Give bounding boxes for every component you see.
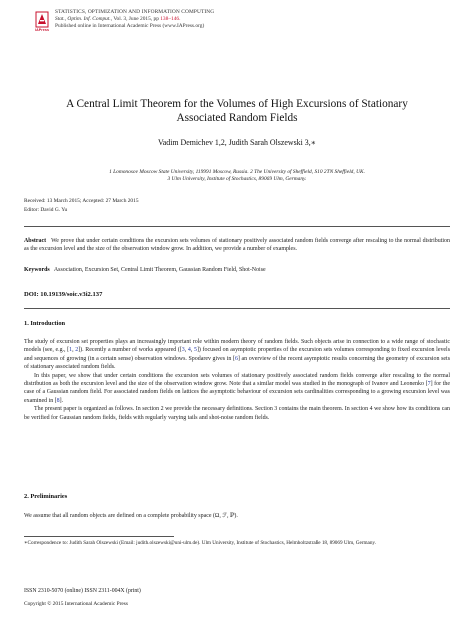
citation-link[interactable]: 5 — [193, 347, 197, 354]
footnote-divider — [24, 536, 174, 537]
received-line: Received: 13 March 2015; Accepted: 27 March 2015 — [24, 198, 139, 204]
iapress-logo-icon — [35, 11, 49, 28]
copyright: Copyright © 2015 International Academic Press — [24, 601, 128, 607]
citation-link[interactable]: 2 — [75, 347, 79, 354]
dates — [24, 197, 139, 215]
issn: ISSN 2310-5070 (online) ISSN 2311-004X (print) — [24, 588, 141, 594]
citation-link[interactable]: 7 — [427, 381, 431, 388]
introduction-text — [24, 338, 450, 422]
citation-link[interactable]: 4 — [187, 347, 191, 354]
paper-title: A Central Limit Theorem for the Volumes of High Excursions of Stationary Associated Random Fields — [66, 98, 408, 124]
journal-citation: Stat., Optim. Inf. Comput., Vol. 3, June 2015, pp 138–146. — [55, 16, 181, 22]
authors: Vadim Demichev 1,2, Judith Sarah Olszewski 3,∗ — [157, 138, 317, 147]
divider — [24, 226, 450, 227]
abstract: Abstract We prove that under certain conditions the excursion sets volumes of stationary positively associated random fields converge after rescaling to the normal distribution as the excursion level and the size of the observation window grow. In addition, we provide a number of examples. — [24, 238, 450, 253]
divider — [24, 308, 450, 309]
section-heading: 1. Introduction — [24, 320, 66, 327]
publisher-line: Published online in International Academic Press (www.IAPress.org) — [55, 23, 205, 29]
paragraph: In this paper, we show that under certain conditions the excursion sets volumes of stationary positively associated random fields converge after rescaling to the normal distribution as both the excursion level and the size of the observation window grow. Note that a similar model was studied in the monograph of Ivanov and Leonenko [7] for the case of a Gaussian random field. For associated random fields on lattices the asymptotic behaviour of excursion sets cardinalities corresponding to a growing excursion level was examined in [8]. — [24, 372, 451, 404]
paragraph: The study of excursion set properties plays an increasingly important role within modern theory of random fields. Such objects arise in connection to a wide range of stochastic models (see, e.g., [1, 2]). Recently a number of works appeared ([3, 4, 5]) focused on asymptotic properties of the excursion sets volumes corresponding to fixed excursion levels and sequences of growing (in a certain sense) observation windows. Spodarev gives in [6] an overview of the recent asymptotic results concerning the geometry of excursion sets of stationary associated random fields. — [24, 339, 451, 371]
doi: DOI: 10.19139/soic.v3i2.137 — [24, 291, 103, 298]
preliminaries-text: We assume that all random objects are defined on a complete probability space (Ω, ℱ, ℙ). — [24, 513, 238, 519]
correspondence-footnote: ∗Correspondence to: Judith Sarah Olszewski (Email: judith.olszewski@uni-ulm.de). Ulm University, Institute of Stochastics, Helmholtzstraße 18, 89069 Ulm, Germany. — [24, 540, 376, 546]
keywords: Keywords Association, Excursion Set, Central Limit Theorem, Gaussian Random Field, Shot-Noise — [24, 267, 266, 273]
affiliations: 1 Lomonosov Moscow State University, 119991 Moscow, Russia. 2 The University of Sheffield, S10 2TN Sheffield, UK. 3 Ulm University, Institute of Stochastics, 89069 Ulm, Germany. — [109, 169, 365, 183]
citation-link[interactable]: 6 — [234, 355, 238, 362]
section-heading: 2. Preliminaries — [24, 493, 68, 500]
logo-text: IAPress — [35, 28, 50, 32]
paragraph: The present paper is organized as follows. In section 2 we provide the necessary definitions. Section 3 contains the main theorem. In section 4 we show how its conditions can be verified for Gaussian random fields, fields with regularly varying tails and shot-noise random fields. — [24, 406, 450, 421]
editor-line: Editor: David G. Yu — [24, 206, 68, 213]
citation-link[interactable]: 8 — [56, 397, 60, 404]
journal-name: STATISTICS, OPTIMIZATION AND INFORMATION COMPUTING — [55, 9, 215, 15]
citation-link[interactable]: 3 — [181, 347, 185, 354]
citation-link[interactable]: 1 — [69, 347, 73, 354]
